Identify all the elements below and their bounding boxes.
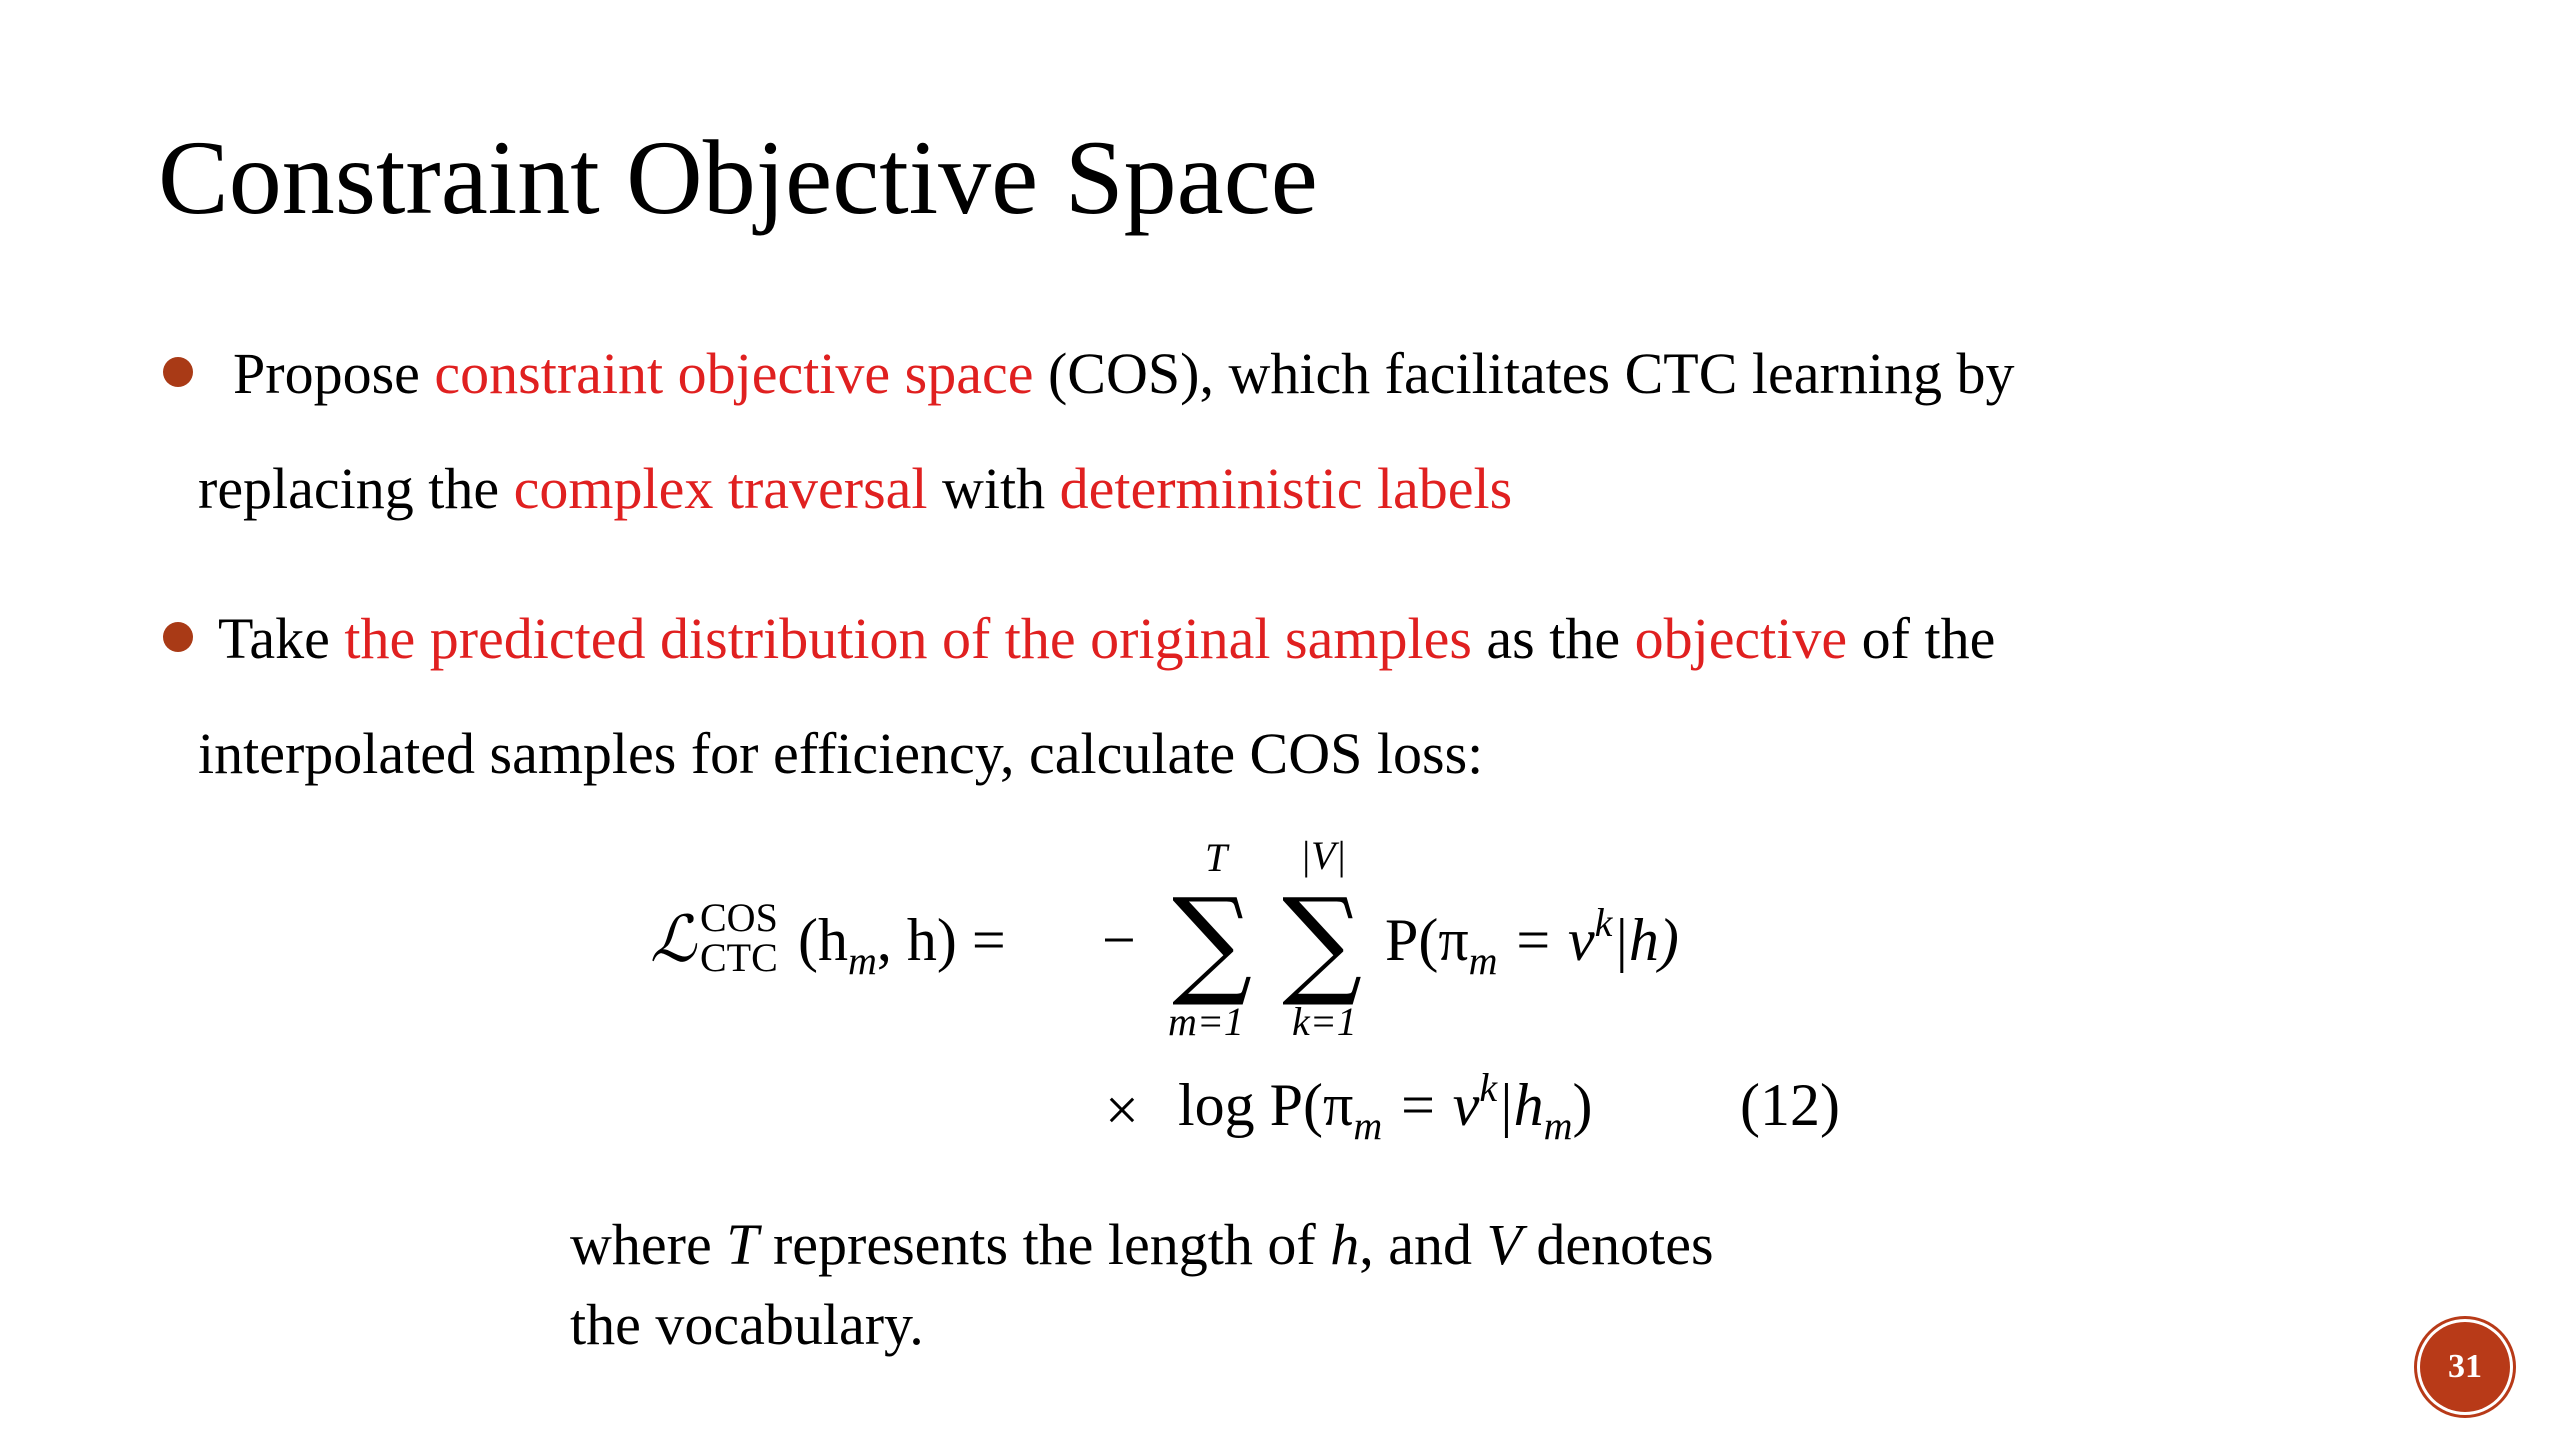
sum-2-sigma-icon: ∑ bbox=[1282, 872, 1363, 1010]
where-clause bbox=[570, 1205, 1714, 1365]
times-sign: × bbox=[1105, 1077, 1139, 1143]
bullet-2-highlight: the predicted distribution of the original samples bbox=[344, 606, 1472, 671]
sum-1-sigma-icon: ∑ bbox=[1172, 872, 1253, 1010]
probability-term-1 bbox=[1385, 900, 1679, 983]
bullet-dot-icon bbox=[163, 622, 193, 652]
where-line-1 bbox=[570, 1205, 1714, 1285]
bullet-1-highlight: complex traversal bbox=[513, 456, 928, 521]
bullet-2-highlight: objective bbox=[1634, 606, 1848, 671]
loss-args-close: , h) = bbox=[876, 907, 1006, 973]
bullet-2-line-1 bbox=[218, 606, 1996, 671]
slide-title: Constraint Objective Space bbox=[158, 119, 1318, 236]
loss-subscript: CTC bbox=[700, 935, 778, 980]
bullet-2-text: Take bbox=[218, 606, 345, 671]
where-var-h: h bbox=[1330, 1212, 1360, 1277]
minus-sign: − bbox=[1102, 907, 1136, 973]
where-var-t: T bbox=[726, 1212, 759, 1277]
prob-2-end: ) bbox=[1572, 1072, 1593, 1138]
sum-2-upper-limit: |V| bbox=[1300, 833, 1347, 878]
sum-2-lower-limit: k=1 bbox=[1292, 999, 1357, 1044]
cos-loss-formula bbox=[650, 830, 1950, 1160]
where-line-2: the vocabulary. bbox=[570, 1292, 924, 1357]
prob-2-sup: k bbox=[1479, 1065, 1498, 1110]
bullet-2-text: interpolated samples for efficiency, calculate COS loss: bbox=[198, 721, 1484, 786]
prob-1-sup: k bbox=[1594, 900, 1613, 945]
prob-2-mid: = v bbox=[1382, 1072, 1480, 1138]
bullet-2-text: as the bbox=[1471, 606, 1635, 671]
equation-number: (12) bbox=[1740, 1072, 1840, 1138]
prob-1-open: P(π bbox=[1385, 907, 1469, 973]
prob-1-sub: m bbox=[1468, 938, 1498, 983]
prob-2-open: log P(π bbox=[1178, 1072, 1354, 1138]
bullet-1-text: with bbox=[927, 456, 1060, 521]
loss-symbol: ℒ bbox=[650, 904, 697, 975]
bullet-1-text: replacing the bbox=[198, 456, 514, 521]
prob-2-sub: m bbox=[1353, 1103, 1383, 1148]
where-text: , and bbox=[1359, 1212, 1487, 1277]
bullet-2-text: of the bbox=[1847, 606, 1996, 671]
where-text: denotes bbox=[1521, 1212, 1714, 1277]
bullet-1-line-2 bbox=[198, 456, 1513, 521]
where-text: represents the length of bbox=[758, 1212, 1331, 1277]
sum-1-lower-limit: m=1 bbox=[1168, 999, 1244, 1044]
prob-1-end: |h) bbox=[1612, 907, 1679, 973]
bullet-1-highlight: constraint objective space bbox=[434, 341, 1034, 406]
bullet-1-text: (COS), which facilitates CTC learning by bbox=[1033, 341, 2015, 406]
prob-2-sub-2: m bbox=[1543, 1103, 1573, 1148]
bullet-1-text: Propose bbox=[233, 341, 435, 406]
sum-1-upper-limit: T bbox=[1205, 835, 1228, 880]
prob-2-bar: |h bbox=[1497, 1072, 1544, 1138]
bullet-1-highlight: deterministic labels bbox=[1059, 456, 1513, 521]
bullet-dot-icon bbox=[163, 357, 193, 387]
bullet-1-line-1 bbox=[233, 341, 2015, 406]
where-text: where bbox=[570, 1212, 727, 1277]
loss-superscript: COS bbox=[700, 895, 778, 940]
bullet-2-line-2 bbox=[198, 721, 1484, 786]
loss-args-open: (h bbox=[798, 907, 848, 973]
probability-term-2 bbox=[1178, 1065, 1593, 1148]
prob-1-mid: = v bbox=[1497, 907, 1595, 973]
loss-args-sub: m bbox=[847, 938, 877, 983]
where-var-v: V bbox=[1486, 1212, 1522, 1277]
page-number-badge: 31 bbox=[2420, 1322, 2510, 1412]
loss-args bbox=[798, 907, 1006, 983]
